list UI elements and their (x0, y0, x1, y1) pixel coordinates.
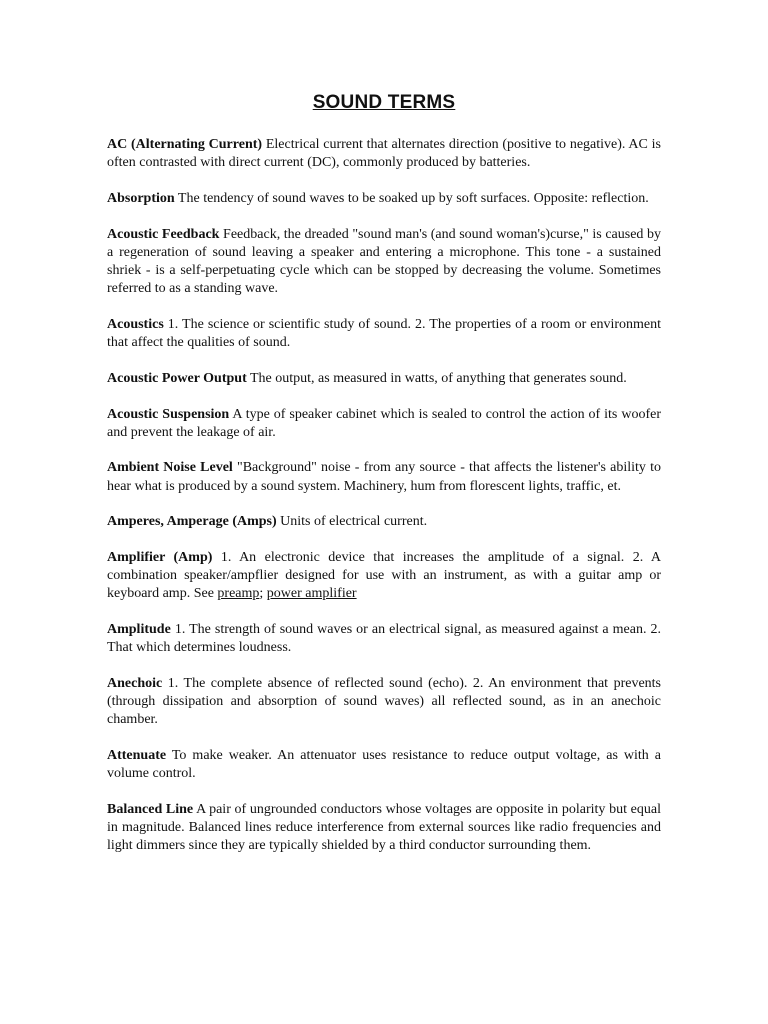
term-label: Amplitude (107, 622, 171, 638)
term-label: Anechoic (107, 676, 163, 692)
term-label: Amplifier (Amp) (107, 550, 213, 566)
entry-acoustic-feedback (107, 226, 661, 299)
term-definition: The tendency of sound waves to be soaked up by soft surfaces. Opposite: reflection. (174, 190, 649, 206)
page-title: SOUND TERMS (312, 92, 456, 113)
term-definition: A pair of ungrounded conductors whose voltages are opposite in polarity but equal in magnitude. Balanced lines reduce interference from external sources like radio frequencies and light dimmers since they are typically shielded by a third conductor surrounding them. (107, 802, 661, 854)
term-definition: Feedback, the dreaded "sound man's (and sound woman's)curse," is caused by a regeneration of sound leaving a speaker and entering a microphone. This tone - a sustained shriek - is a self-perpetuating cycle which can be stopped by decreasing the volume. Sometimes referred to as a standing wave. (107, 226, 661, 297)
entry-absorption (107, 190, 661, 208)
term-definition: Electrical current that alternates direction (positive to negative). AC is often contrasted with direct current (DC), commonly produced by batteries. (107, 137, 661, 171)
term-label: Ambient Noise Level (107, 460, 233, 476)
link-separator: ; (259, 586, 267, 602)
entry-ac (107, 136, 661, 172)
term-definition: 1. The complete absence of reflected sound (echo). 2. An environment that prevents (through dissipation and absorption of sound waves) all reflected sound, as in an anechoic chamber. (107, 676, 661, 728)
term-definition: 1. The strength of sound waves or an electrical signal, as measured against a mean. 2. That which determines loudness. (107, 622, 661, 656)
entry-acoustic-power-output (107, 370, 661, 388)
term-definition: To make weaker. An attenuator uses resistance to reduce output voltage, as with a volume control. (107, 748, 661, 782)
term-label: Acoustic Suspension (107, 406, 230, 422)
term-definition: "Background" noise - from any source - that affects the listener's ability to hear what is produced by a sound system. Machinery, hum from florescent lights, traffic, et. (107, 460, 661, 494)
entry-amplifier (107, 549, 661, 604)
entry-attenuate (107, 747, 661, 783)
entry-ambient-noise-level (107, 459, 661, 495)
term-label: Balanced Line (107, 802, 194, 818)
term-label: Amperes, Amperage (Amps) (107, 514, 277, 530)
term-definition: 1. An electronic device that increases the amplitude of a signal. 2. A combination speaker/ampflier designed for use with an instrument, as with a guitar amp or keyboard amp. See (107, 550, 661, 602)
entry-anechoic (107, 675, 661, 730)
term-label: Acoustic Feedback (107, 226, 220, 242)
term-label: Acoustic Power Output (107, 370, 247, 386)
term-definition: 1. The science or scientific study of sound. 2. The properties of a room or environment that affect the qualities of sound. (107, 316, 661, 351)
link-preamp[interactable]: preamp (217, 586, 260, 602)
term-definition: Units of electrical current. (276, 514, 428, 530)
entry-balanced-line (107, 801, 661, 856)
entry-acoustics (107, 316, 661, 352)
term-definition: The output, as measured in watts, of anything that generates sound. (246, 370, 627, 386)
term-label: AC (Alternating Current) (107, 137, 263, 152)
term-label: Absorption (107, 190, 175, 206)
term-label: Attenuate (107, 748, 167, 764)
entry-acoustic-suspension (107, 406, 661, 442)
term-label: Acoustics (107, 316, 164, 332)
term-definition: A type of speaker cabinet which is sealed to control the action of its woofer and prevent the leakage of air. (107, 406, 661, 440)
entry-amplitude (107, 621, 661, 657)
entry-amperes (107, 513, 661, 531)
document-page (107, 92, 661, 873)
link-power-amplifier[interactable]: power amplifier (266, 586, 357, 602)
